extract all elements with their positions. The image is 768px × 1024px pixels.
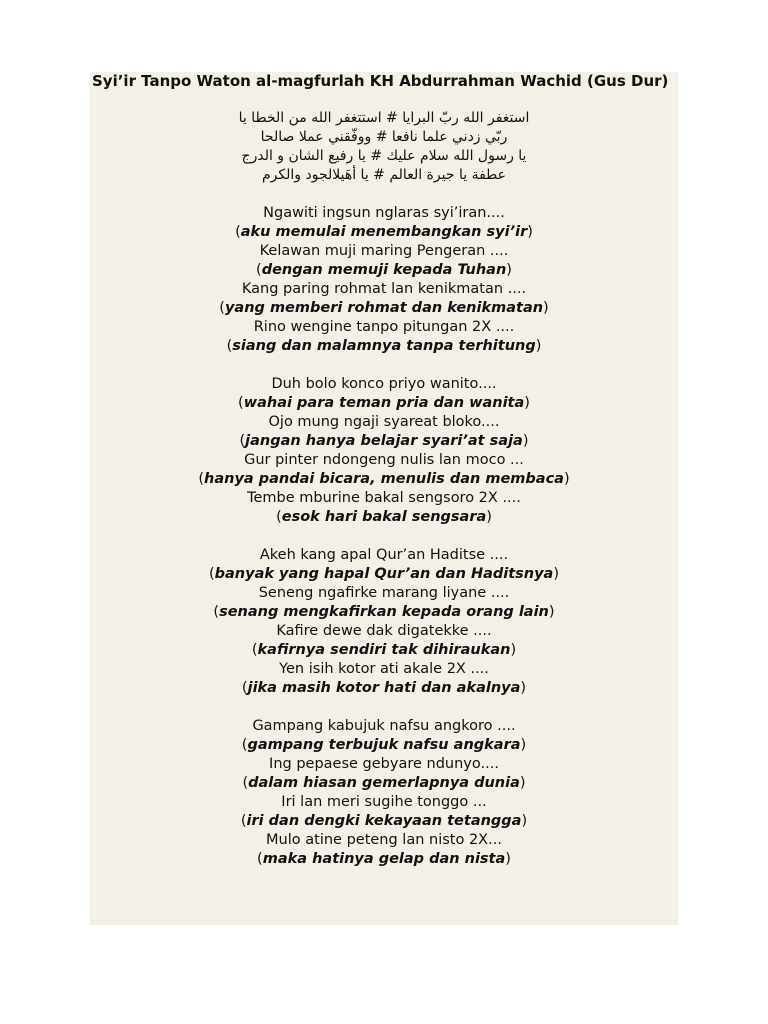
translation-line: (senang mengkafirkan kepada orang lain) <box>213 604 555 620</box>
translation-line: (wahai para teman pria dan wanita) <box>238 395 530 411</box>
translation-text: siang dan malamnya tanpa terhitung <box>232 338 536 354</box>
arabic-line: ربّي زدني علما نافعا # ووفّقني عملا صالحا <box>260 129 508 145</box>
stanza-2 <box>90 375 678 527</box>
document-title: Syi’ir Tanpo Waton al-magfurlah KH Abdurrahman Wachid (Gus Dur) <box>92 72 669 90</box>
translation-line: (jangan hanya belajar syari’at saja) <box>239 433 529 449</box>
javanese-line: Ojo mung ngaji syareat bloko.... <box>268 414 500 430</box>
translation-text: kafirnya sendiri tak dihiraukan <box>257 642 511 658</box>
translation-line: (hanya pandai bicara, menulis dan membaca) <box>198 471 570 487</box>
translation-line: (aku memulai menembangkan syi’ir) <box>235 224 533 240</box>
translation-line: (gampang terbujuk nafsu angkara) <box>241 737 527 753</box>
translation-line: (maka hatinya gelap dan nista) <box>257 851 511 867</box>
javanese-line: Akeh kang apal Qur’an Haditse .... <box>259 547 509 563</box>
javanese-line: Kelawan muji maring Pengeran .... <box>259 243 509 259</box>
javanese-line: Kang paring rohmat lan kenikmatan .... <box>241 281 527 297</box>
stanza-4 <box>90 717 678 869</box>
javanese-line: Kafire dewe dak digatekke .... <box>276 623 492 639</box>
translation-text: maka hatinya gelap dan nista <box>262 851 506 867</box>
javanese-line: Yen isih kotor ati akale 2X .... <box>279 661 489 677</box>
translation-text: jangan hanya belajar syari’at saja <box>245 433 523 449</box>
translation-line: (jika masih kotor hati dan akalnya) <box>241 680 527 696</box>
javanese-line: Mulo atine peteng lan nisto 2X... <box>266 832 502 848</box>
translation-text: aku memulai menembangkan syi’ir <box>240 224 528 240</box>
javanese-line: Duh bolo konco priyo wanito.... <box>271 376 497 392</box>
translation-text: dengan memuji kepada Tuhan <box>261 262 507 278</box>
translation-line: (kafirnya sendiri tak dihiraukan) <box>251 642 517 658</box>
arabic-line: عطفة يا جيرة العالم # يا أهَيلالجود والكرم <box>262 167 506 183</box>
translation-text: senang mengkafirkan kepada orang lain <box>219 604 549 620</box>
javanese-line: Tembe mburine bakal sengsoro 2X .... <box>247 490 521 506</box>
translation-line: (siang dan malamnya tanpa terhitung) <box>226 338 542 354</box>
javanese-line: Ngawiti ingsun nglaras syi’iran.... <box>263 205 505 221</box>
arabic-line: يا رسول الله سلام عليك # يا رفيع الشان و الدرج <box>241 148 527 164</box>
translation-line: (banyak yang hapal Qur’an dan Haditsnya) <box>208 566 560 582</box>
translation-line: (dalam hiasan gemerlapnya dunia) <box>242 775 526 791</box>
translation-text: wahai para teman pria dan wanita <box>243 395 525 411</box>
translation-text: hanya pandai bicara, menulis dan membaca <box>204 471 564 487</box>
translation-text: gampang terbujuk nafsu angkara <box>247 737 521 753</box>
arabic-verse-block <box>90 109 678 185</box>
javanese-line: Rino wengine tanpo pitungan 2X .... <box>253 319 515 335</box>
document-page <box>90 72 678 925</box>
javanese-line: Gampang kabujuk nafsu angkoro .... <box>252 718 516 734</box>
stanza-3 <box>90 546 678 698</box>
javanese-line: Ing pepaese gebyare ndunyo.... <box>269 756 499 772</box>
poem-body <box>90 204 678 869</box>
translation-text: iri dan dengki kekayaan tetangga <box>246 813 522 829</box>
translation-line: (dengan memuji kepada Tuhan) <box>256 262 512 278</box>
javanese-line: Seneng ngafirke marang liyane .... <box>258 585 510 601</box>
translation-line: (iri dan dengki kekayaan tetangga) <box>240 813 528 829</box>
javanese-line: Gur pinter ndongeng nulis lan moco ... <box>244 452 524 468</box>
translation-line: (esok hari bakal sengsara) <box>276 509 492 525</box>
translation-text: yang memberi rohmat dan kenikmatan <box>224 300 544 316</box>
translation-text: dalam hiasan gemerlapnya dunia <box>248 775 520 791</box>
translation-line: (yang memberi rohmat dan kenikmatan) <box>219 300 549 316</box>
translation-text: jika masih kotor hati dan akalnya <box>247 680 521 696</box>
javanese-line: Iri lan meri sugihe tonggo ... <box>281 794 487 810</box>
translation-text: esok hari bakal sengsara <box>281 509 487 525</box>
stanza-1 <box>90 204 678 356</box>
arabic-line: استغفر الله ربّ البرايا # استتغفر الله من الخطا يا <box>238 110 530 126</box>
translation-text: banyak yang hapal Qur’an dan Haditsnya <box>214 566 554 582</box>
